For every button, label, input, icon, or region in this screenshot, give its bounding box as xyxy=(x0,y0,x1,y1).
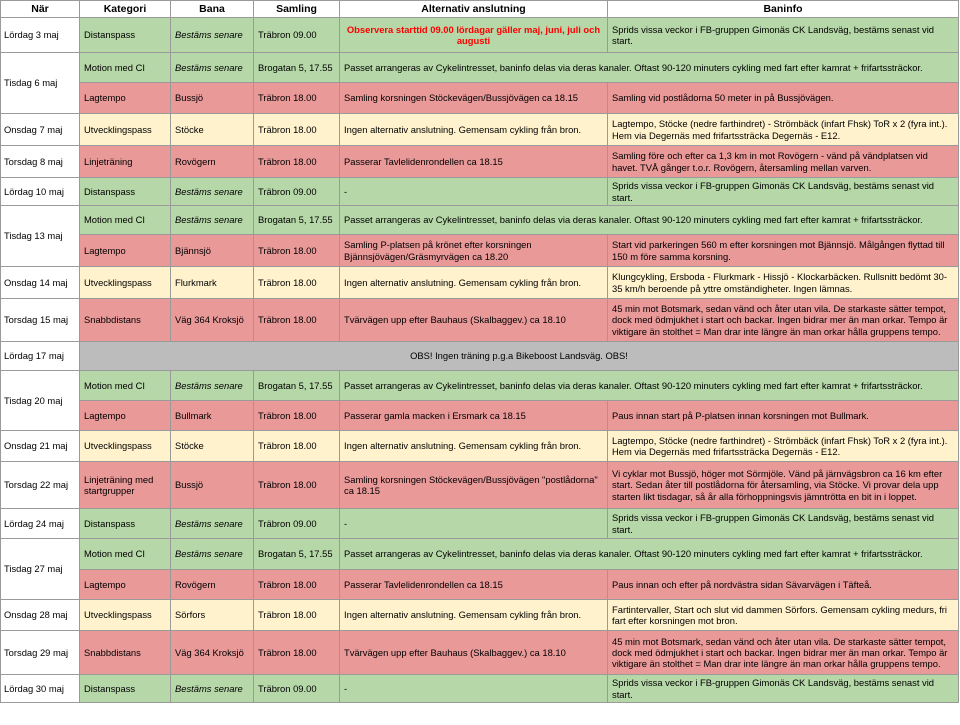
baninfo-cell: Start vid parkeringen 560 m efter korsningen mot Bjännsjö. Målgången flyttad till 150 m före samma korsning. xyxy=(608,235,959,267)
samling-cell: Träbron 18.00 xyxy=(254,114,340,146)
samling-cell: Träbron 09.00 xyxy=(254,675,340,703)
kategori-cell: Lagtempo xyxy=(80,83,171,114)
notice-cell: OBS! Ingen träning p.g.a Bikeboost Landsväg. OBS! xyxy=(80,342,959,371)
alternativ-cell xyxy=(340,18,608,53)
merged-info-cell: Passet arrangeras av Cykelintresset, baninfo delas via deras kanaler. Oftast 90-120 minuters cykling med fart efter kamrat + frifartssträckor. xyxy=(340,371,959,401)
alternativ-cell: Passerar Tavlelidenrondellen ca 18.15 xyxy=(340,146,608,178)
day-cell: Onsdag 14 maj xyxy=(1,267,80,299)
table-row xyxy=(1,431,959,462)
alternativ-cell: Samling P-platsen på krönet efter korsningen Bjännsjövägen/Gräsmyrvägen ca 18.20 xyxy=(340,235,608,267)
baninfo-cell: 45 min mot Botsmark, sedan vänd och åter utan vila. De starkaste sätter tempot, dock med ödmjukhet i start och backar. Ingen bidrar mer än man orkar. Tempo är viktigare än stolthet = Man drar inte längre än man orkar hålla gruppens tempo. xyxy=(608,299,959,342)
baninfo-cell: Paus innan start på P-platsen innan korsningen mot Bullmark. xyxy=(608,401,959,431)
bana-cell: Bestäms senare xyxy=(171,18,254,53)
baninfo-cell: Klungcykling, Ersboda - Flurkmark - Hissjö - Klockarbäcken. Rullsnitt bedömt 30-35 km/h beroende på yttre omständigheter. Ingen lämnas. xyxy=(608,267,959,299)
baninfo-cell: Lagtempo, Stöcke (nedre farthindret) - Strömbäck (infart Fhsk) ToR x 2 (fyra int.). Hem via Degernäs med frifartssträcka Degernäs - E12. xyxy=(608,114,959,146)
day-cell: Torsdag 15 maj xyxy=(1,299,80,342)
kategori-cell: Distanspass xyxy=(80,675,171,703)
alternativ-cell: Ingen alternativ anslutning. Gemensam cykling från bron. xyxy=(340,114,608,146)
kategori-cell: Distanspass xyxy=(80,178,171,206)
baninfo-cell: Vi cyklar mot Bussjö, höger mot Sörmjöle. Vänd på järnvägsbron ca 16 km efter start. Sedan åter till postlådorna för återsamling, via Stöcke. Vi provar dela upp starten likt tisdagar, så år alla förhoppningsvis jämntrötta en bit in i loppet. xyxy=(608,462,959,509)
bana-cell: Väg 364 Kroksjö xyxy=(171,631,254,675)
bana-cell: Bestäms senare xyxy=(171,178,254,206)
samling-cell: Träbron 18.00 xyxy=(254,462,340,509)
day-cell: Lördag 24 maj xyxy=(1,509,80,539)
bana-cell: Stöcke xyxy=(171,114,254,146)
alternativ-cell: Samling korsningen Stöckevägen/Bussjövägen "postlådorna" ca 18.15 xyxy=(340,462,608,509)
day-cell: Tisdag 6 maj xyxy=(1,53,80,114)
table-row xyxy=(1,342,959,371)
alternativ-cell: Passerar Tavlelidenrondellen ca 18.15 xyxy=(340,570,608,600)
table-row xyxy=(1,53,959,83)
samling-cell: Brogatan 5, 17.55 xyxy=(254,53,340,83)
baninfo-cell: Samling vid postlådorna 50 meter in på Bussjövägen. xyxy=(608,83,959,114)
samling-cell: Träbron 18.00 xyxy=(254,431,340,462)
table-row xyxy=(1,299,959,342)
table-row xyxy=(1,206,959,235)
samling-cell: Träbron 18.00 xyxy=(254,570,340,600)
bana-cell: Flurkmark xyxy=(171,267,254,299)
kategori-cell: Distanspass xyxy=(80,509,171,539)
samling-cell: Träbron 18.00 xyxy=(254,267,340,299)
kategori-cell: Motion med CI xyxy=(80,371,171,401)
table-row xyxy=(1,675,959,703)
baninfo-cell: 45 min mot Botsmark, sedan vänd och åter utan vila. De starkaste sätter tempot, dock med ödmjukhet i start och backar. Ingen bidrar mer än man orkar. Tempo är viktigare än stolthet = Man drar inte längre än man orkar hålla gruppens tempo. xyxy=(608,631,959,675)
bana-cell: Bestäms senare xyxy=(171,675,254,703)
alternativ-cell: - xyxy=(340,675,608,703)
samling-cell: Träbron 18.00 xyxy=(254,146,340,178)
samling-cell: Brogatan 5, 17.55 xyxy=(254,539,340,570)
header-row xyxy=(1,1,959,18)
bana-cell: Sörfors xyxy=(171,600,254,631)
alternativ-cell: Tvärvägen upp efter Bauhaus (Skalbaggev.) ca 18.10 xyxy=(340,299,608,342)
baninfo-cell: Samling före och efter ca 1,3 km in mot Rovögern - vänd på vändplatsen vid havet. TVÅ gånger t.o.r. Rovögern, återsamling mellan varven. xyxy=(608,146,959,178)
baninfo-cell: Sprids vissa veckor i FB-gruppen Gimonäs CK Landsväg, bestäms senast vid start. xyxy=(608,178,959,206)
day-cell: Lördag 10 maj xyxy=(1,178,80,206)
bana-cell: Bestäms senare xyxy=(171,539,254,570)
header-samling: Samling xyxy=(254,1,340,18)
samling-cell: Brogatan 5, 17.55 xyxy=(254,371,340,401)
alternativ-cell: Passerar gamla macken i Ersmark ca 18.15 xyxy=(340,401,608,431)
merged-info-cell: Passet arrangeras av Cykelintresset, baninfo delas via deras kanaler. Oftast 90-120 minuters cykling med fart efter kamrat + frifartssträckor. xyxy=(340,539,959,570)
alternativ-cell: Ingen alternativ anslutning. Gemensam cykling från bron. xyxy=(340,600,608,631)
bana-cell: Bestäms senare xyxy=(171,206,254,235)
day-cell: Lördag 3 maj xyxy=(1,18,80,53)
kategori-cell: Motion med CI xyxy=(80,539,171,570)
samling-cell: Brogatan 5, 17.55 xyxy=(254,206,340,235)
header-kategori: Kategori xyxy=(80,1,171,18)
samling-cell: Träbron 18.00 xyxy=(254,235,340,267)
table-row xyxy=(1,371,959,401)
day-cell: Torsdag 8 maj xyxy=(1,146,80,178)
table-row xyxy=(1,178,959,206)
kategori-cell: Lagtempo xyxy=(80,401,171,431)
baninfo-cell: Sprids vissa veckor i FB-gruppen Gimonäs CK Landsväg, bestäms senast vid start. xyxy=(608,509,959,539)
merged-info-cell: Passet arrangeras av Cykelintresset, baninfo delas via deras kanaler. Oftast 90-120 minuters cykling med fart efter kamrat + frifartssträckor. xyxy=(340,206,959,235)
kategori-cell: Lagtempo xyxy=(80,570,171,600)
bana-cell: Bussjö xyxy=(171,83,254,114)
baninfo-cell: Paus innan och efter på nordvästra sidan Sävarvägen i Täfteå. xyxy=(608,570,959,600)
bana-cell: Stöcke xyxy=(171,431,254,462)
day-cell: Torsdag 22 maj xyxy=(1,462,80,509)
bana-cell: Bullmark xyxy=(171,401,254,431)
table-row xyxy=(1,401,959,431)
kategori-cell: Linjeträning xyxy=(80,146,171,178)
samling-cell: Träbron 18.00 xyxy=(254,83,340,114)
samling-cell: Träbron 18.00 xyxy=(254,299,340,342)
day-cell: Onsdag 7 maj xyxy=(1,114,80,146)
day-cell: Onsdag 28 maj xyxy=(1,600,80,631)
baninfo-cell: Sprids vissa veckor i FB-gruppen Gimonäs CK Landsväg, bestäms senast vid start. xyxy=(608,675,959,703)
table-row xyxy=(1,509,959,539)
day-cell: Tisdag 27 maj xyxy=(1,539,80,600)
table-row xyxy=(1,462,959,509)
alternativ-cell: - xyxy=(340,178,608,206)
bana-cell: Bjännsjö xyxy=(171,235,254,267)
day-cell: Lördag 30 maj xyxy=(1,675,80,703)
bana-cell: Rovögern xyxy=(171,570,254,600)
kategori-cell: Utvecklingspass xyxy=(80,431,171,462)
bana-cell: Bussjö xyxy=(171,462,254,509)
bana-cell: Rovögern xyxy=(171,146,254,178)
kategori-cell: Utvecklingspass xyxy=(80,600,171,631)
kategori-cell: Snabbdistans xyxy=(80,299,171,342)
day-cell: Lördag 17 maj xyxy=(1,342,80,371)
table-row xyxy=(1,83,959,114)
baninfo-cell: Sprids vissa veckor i FB-gruppen Gimonäs CK Landsväg, bestäms senast vid start. xyxy=(608,18,959,53)
header-alternativ-anslutning: Alternativ anslutning xyxy=(340,1,608,18)
starttime-notice: Observera starttid 09.00 lördagar gäller maj, juni, juli och augusti xyxy=(346,23,601,46)
baninfo-cell: Lagtempo, Stöcke (nedre farthindret) - Strömbäck (infart Fhsk) ToR x 2 (fyra int.). Hem via Degernäs med frifartssträcka Degernäs - E12. xyxy=(608,431,959,462)
table-row xyxy=(1,235,959,267)
kategori-cell: Utvecklingspass xyxy=(80,114,171,146)
samling-cell: Träbron 09.00 xyxy=(254,18,340,53)
kategori-cell: Snabbdistans xyxy=(80,631,171,675)
table-row xyxy=(1,114,959,146)
alternativ-cell: Samling korsningen Stöckevägen/Bussjövägen ca 18.15 xyxy=(340,83,608,114)
samling-cell: Träbron 18.00 xyxy=(254,631,340,675)
day-cell: Onsdag 21 maj xyxy=(1,431,80,462)
samling-cell: Träbron 18.00 xyxy=(254,401,340,431)
table-row xyxy=(1,570,959,600)
table-row xyxy=(1,631,959,675)
bana-cell: Bestäms senare xyxy=(171,53,254,83)
merged-info-cell: Passet arrangeras av Cykelintresset, baninfo delas via deras kanaler. Oftast 90-120 minuters cykling med fart efter kamrat + frifartssträckor. xyxy=(340,53,959,83)
kategori-cell: Lagtempo xyxy=(80,235,171,267)
bana-cell: Bestäms senare xyxy=(171,371,254,401)
table-row xyxy=(1,146,959,178)
header-nar: När xyxy=(1,1,80,18)
day-cell: Tisdag 20 maj xyxy=(1,371,80,431)
baninfo-cell: Fartintervaller, Start och slut vid dammen Sörfors. Gemensam cykling medurs, fri fart efter korsningen mot bron. xyxy=(608,600,959,631)
header-baninfo: Baninfo xyxy=(608,1,959,18)
kategori-cell: Motion med CI xyxy=(80,53,171,83)
samling-cell: Träbron 09.00 xyxy=(254,178,340,206)
samling-cell: Träbron 18.00 xyxy=(254,600,340,631)
kategori-cell: Motion med CI xyxy=(80,206,171,235)
bana-cell: Väg 364 Kroksjö xyxy=(171,299,254,342)
kategori-cell: Linjeträning med startgrupper xyxy=(80,462,171,509)
schedule-body xyxy=(1,18,959,703)
table-row xyxy=(1,600,959,631)
header-bana: Bana xyxy=(171,1,254,18)
table-row xyxy=(1,539,959,570)
bana-cell: Bestäms senare xyxy=(171,509,254,539)
day-cell: Torsdag 29 maj xyxy=(1,631,80,675)
day-cell: Tisdag 13 maj xyxy=(1,206,80,267)
kategori-cell: Distanspass xyxy=(80,18,171,53)
samling-cell: Träbron 09.00 xyxy=(254,509,340,539)
table-row xyxy=(1,18,959,53)
alternativ-cell: - xyxy=(340,509,608,539)
alternativ-cell: Ingen alternativ anslutning. Gemensam cykling från bron. xyxy=(340,431,608,462)
kategori-cell: Utvecklingspass xyxy=(80,267,171,299)
table-row xyxy=(1,267,959,299)
alternativ-cell: Tvärvägen upp efter Bauhaus (Skalbaggev.) ca 18.10 xyxy=(340,631,608,675)
alternativ-cell: Ingen alternativ anslutning. Gemensam cykling från bron. xyxy=(340,267,608,299)
